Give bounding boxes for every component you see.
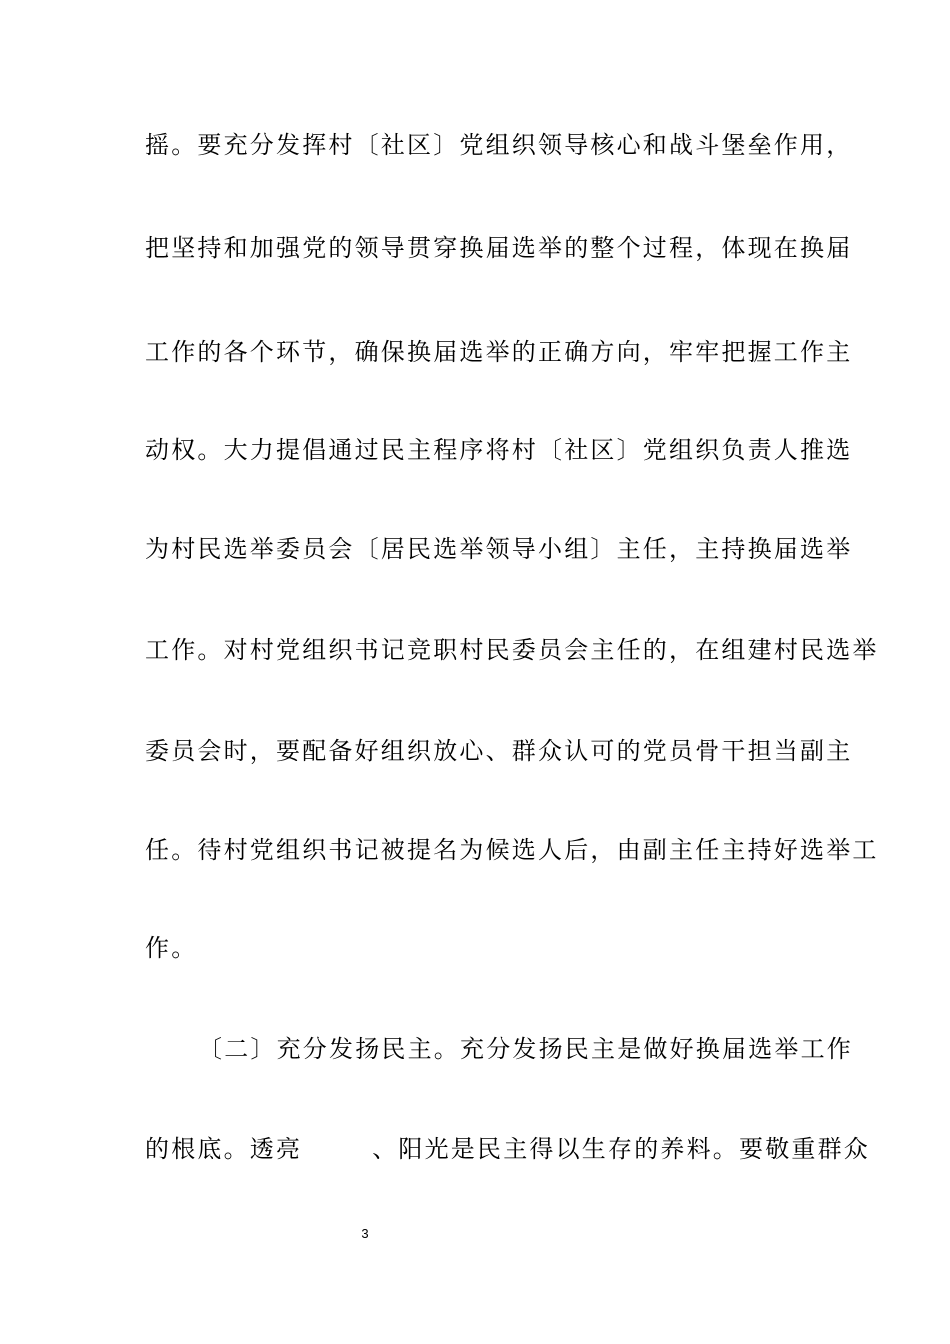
paragraph-line: 任。待村党组织书记被提名为候选人后，由副主任主持好选举工 xyxy=(145,836,879,864)
paragraph-line: 工作。对村党组织书记竞职村民委员会主任的，在组建村民选举 xyxy=(145,636,879,664)
section-heading-line: 〔二〕充分发扬民主。充分发扬民主是做好换届选举工作 xyxy=(198,1035,853,1063)
paragraph-line: 把坚持和加强党的领导贯穿换届选举的整个过程，体现在换届 xyxy=(145,234,853,262)
paragraph-line: 摇。要充分发挥村〔社区〕党组织领导核心和战斗堡垒作用， xyxy=(145,131,853,159)
paragraph-line: 作。 xyxy=(145,934,198,962)
text-segment: 、阳光是民主得以生存的养料。要敬重群众 xyxy=(372,1135,871,1163)
paragraph-line: 动权。大力提倡通过民主程序将村〔社区〕党组织负责人推选 xyxy=(145,436,853,464)
paragraph-line: 工作的各个环节，确保换届选举的正确方向，牢牢把握工作主 xyxy=(145,338,853,366)
paragraph-line xyxy=(145,1133,871,1165)
paragraph-line: 为村民选举委员会〔居民选举领导小组〕主任，主持换届选举 xyxy=(145,535,853,563)
text-segment: 的根底。透亮 xyxy=(145,1135,303,1163)
page-number: 3 xyxy=(361,1226,369,1241)
paragraph-line: 委员会时，要配备好组织放心、群众认可的党员骨干担当副主 xyxy=(145,737,853,765)
